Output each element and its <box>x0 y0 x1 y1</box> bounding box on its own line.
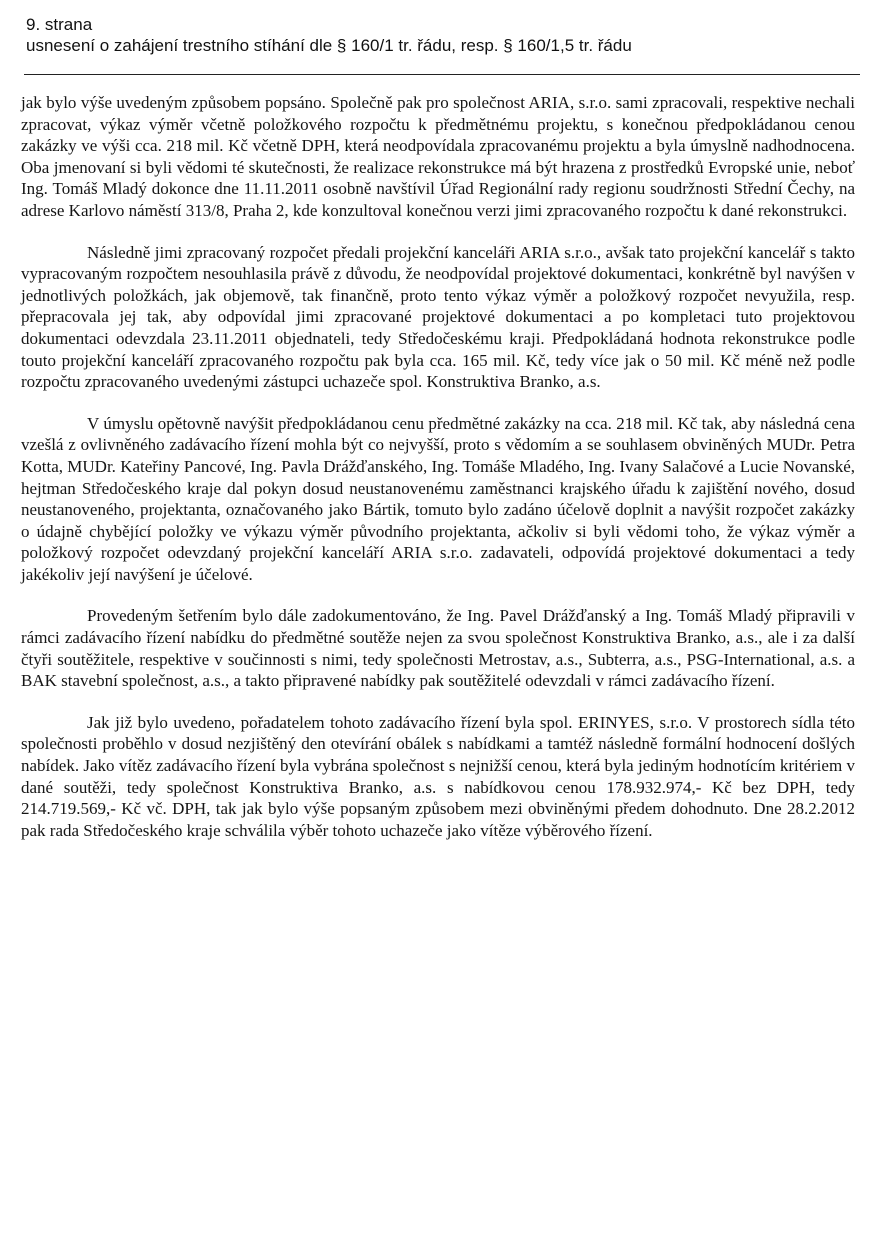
document-body <box>21 92 855 841</box>
paragraph-5: Jak již bylo uvedeno, pořadatelem tohoto zadávacího řízení byla spol. ERINYES, s.r.o. V prostorech sídla této společnosti proběhlo v dosud nezjištěný den otevírání obálek s nabídkami a tamtéž následně formální hodnocení došlých nabídek. Jako vítěz zadávacího řízení byla vybrána společnost s nejnižší cenou, která byla jediným hodnotícím kritériem v dané soutěži, tedy společnost Konstruktiva Branko, a.s. s nabídkovou cenou 178.932.974,- Kč bez DPH, tedy 214.719.569,- Kč vč. DPH, tak jak bylo výše popsaným způsobem mezi obviněnými předem dohodnuto. Dne 28.2.2012 pak rada Středočeského kraje schválila výběr tohoto uchazeče jako vítěze výběrového řízení. <box>21 712 855 840</box>
paragraph-3: V úmyslu opětovně navýšit předpokládanou cenu předmětné zakázky na cca. 218 mil. Kč tak, aby následná cena vzešlá z ovlivněného zadávacího řízení mohla být co nejvyšší, proto s vědomím a se souhlasem obviněných MUDr. Petra Kotta, MUDr. Kateřiny Pancové, Ing. Pavla Drážďanského, Ing. Tomáše Mladého, Ing. Ivany Salačové a Lucie Novanské, hejtman Středočeského kraje dal pokyn dosud neustanovenému zaměstnanci krajského úřadu k zajištění nového, dosud neustanoveného, projektanta, označovaného jako Bártik, tomuto bylo zadáno účelově doplnit a navýšit rozpočet zakázky o údajně chybějící položky ve výkazu výměr původního projektanta, ačkoliv si byli vědomi toho, že výkaz výměr a položkový rozpočet odevzdaný projekční kanceláří ARIA s.r.o. zadavateli, odpovídá projektové dokumentaci a tedy jakékoliv její navýšení je účelové. <box>21 413 855 584</box>
page-number: 9. strana <box>26 15 93 34</box>
paragraph-2: Následně jimi zpracovaný rozpočet předali projekční kanceláři ARIA s.r.o., avšak tato projekční kancelář s takto vypracovaným rozpočtem nesouhlasila právě z důvodu, že neodpovídal projektové dokumentaci, konkrétně byl navýšen v jednotlivých položkách, jak objemově, tak finančně, proto tento výkaz výměr a položkový rozpočet nevyužila, resp. přepracovala jej tak, aby odpovídal jimi zpracované projektové dokumentaci a po kompletaci tuto projektovou dokumentaci odevzdala 23.11.2011 objednateli, tedy Středočeskému kraji. Předpokládaná hodnota rekonstrukce podle touto projekční kanceláří zpracovaného rozpočtu pak byla cca. 165 mil. Kč, tedy více jak o 50 mil. Kč méně než podle rozpočtu zpracovaného uvedenými zástupci uchazeče spol. Konstruktiva Branko, a.s. <box>21 242 855 392</box>
paragraph-1: jak bylo výše uvedeným způsobem popsáno. Společně pak pro společnost ARIA, s.r.o. sami zpracovali, respektive nechali zpracovat, výkaz výměr včetně položkového rozpočtu k předmětnému projektu, s konečnou předpokládanou cenou zakázky ve výši cca. 218 mil. Kč včetně DPH, která neodpovídala zpracovanému projektu a byla úmyslně nadhodnocena. Oba jmenovaní si byli vědomi té skutečnosti, že realizace rekonstrukce má být hrazena z prostředků Evropské unie, neboť Ing. Tomáš Mladý dokonce dne 11.11.2011 osobně navštívil Úřad Regionální rady regionu soudržnosti Střední Čechy, na adrese Karlovo náměstí 313/8, Praha 2, kde konzultoval konečnou verzi jimi zpracovaného rozpočtu k dané rekonstrukci. <box>21 93 855 220</box>
header-divider <box>24 74 860 75</box>
paragraph-4: Provedeným šetřením bylo dále zadokumentováno, že Ing. Pavel Drážďanský a Ing. Tomáš Mladý připravili v rámci zadávacího řízení nabídku do předmětné soutěže nejen za svou společnost Konstruktiva Branko, a.s., ale i za další čtyři soutěžitele, respektive v součinnosti s nimi, tedy společnosti Metrostav, a.s., Subterra, a.s., PSG-International, a.s. a BAK stavební společnost, a.s., a takto připravené nabídky pak soutěžitelé odevzdali v rámci zadávacího řízení. <box>21 606 855 691</box>
page-header <box>26 14 862 56</box>
document-subtitle: usnesení o zahájení trestního stíhání dle § 160/1 tr. řádu, resp. § 160/1,5 tr. řádu <box>26 36 632 55</box>
